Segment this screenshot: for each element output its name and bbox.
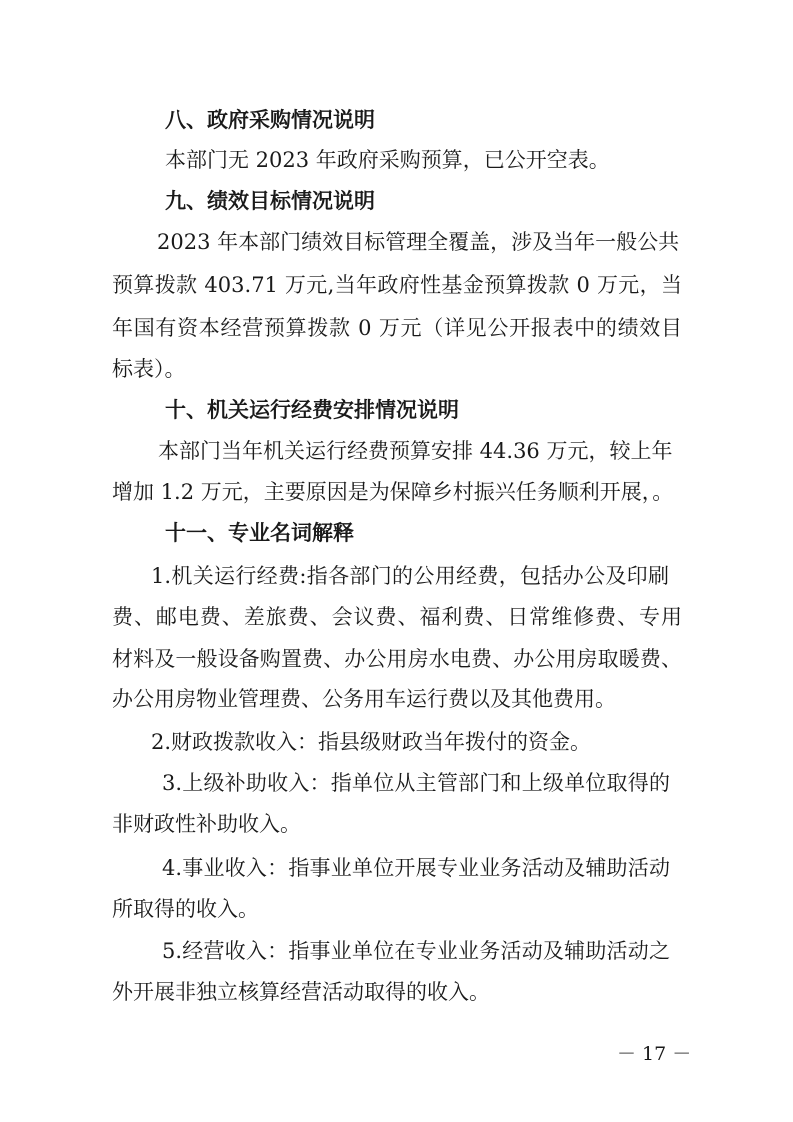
term-1-line-3: 材料及一般设备购置费、办公用房水电费、办公用房取暖费、: [112, 647, 682, 671]
term-1-line-1: 1.机关运行经费:指各部门的公用经费，包括办公及印刷: [151, 564, 669, 588]
section-9-line-3: 年国有资本经营预算拨款 0 万元（详见公开报表中的绩效目: [112, 316, 682, 340]
section-10-line-1: 本部门当年机关运行经费预算安排 44.36 万元，较上年: [158, 439, 673, 463]
section-10-line-2: 增加 1.2 万元，主要原因是为保障乡村振兴任务顺利开展，。: [112, 480, 674, 504]
section-11-heading: 十一、专业名词解释: [165, 521, 354, 545]
term-1-line-2: 费、邮电费、差旅费、会议费、福利费、日常维修费、专用: [112, 605, 682, 629]
term-3-line-2: 非财政性补助收入。: [112, 812, 301, 836]
page-number: － 17 －: [617, 1043, 692, 1065]
term-4-line-1: 4.事业收入：指事业单位开展专业业务活动及辅助活动: [162, 856, 670, 880]
section-9-line-4: 标表）。: [112, 357, 186, 381]
section-10-heading: 十、机关运行经费安排情况说明: [165, 398, 459, 422]
section-9-heading: 九、绩效目标情况说明: [165, 189, 375, 213]
term-4-line-2: 所取得的收入。: [112, 897, 259, 921]
term-5-line-1: 5.经营收入：指事业单位在专业业务活动及辅助活动之: [162, 939, 670, 963]
term-1-line-4: 办公用房物业管理费、公务用车运行费以及其他费用。: [112, 687, 616, 711]
section-9-line-1: 2023 年本部门绩效目标管理全覆盖，涉及当年一般公共: [157, 230, 680, 254]
term-3-line-1: 3.上级补助收入：指单位从主管部门和上级单位取得的: [162, 771, 670, 795]
term-5-line-2: 外开展非独立核算经营活动取得的收入。: [112, 980, 490, 1004]
section-8-heading: 八、政府采购情况说明: [165, 108, 375, 132]
section-9-line-2: 预算拨款 403.71 万元,当年政府性基金预算拨款 0 万元，当: [112, 273, 682, 297]
section-8-line-1: 本部门无 2023 年政府采购预算，已公开空表。: [165, 148, 610, 172]
term-2-line-1: 2.财政拨款收入：指县级财政当年拨付的资金。: [151, 730, 592, 754]
